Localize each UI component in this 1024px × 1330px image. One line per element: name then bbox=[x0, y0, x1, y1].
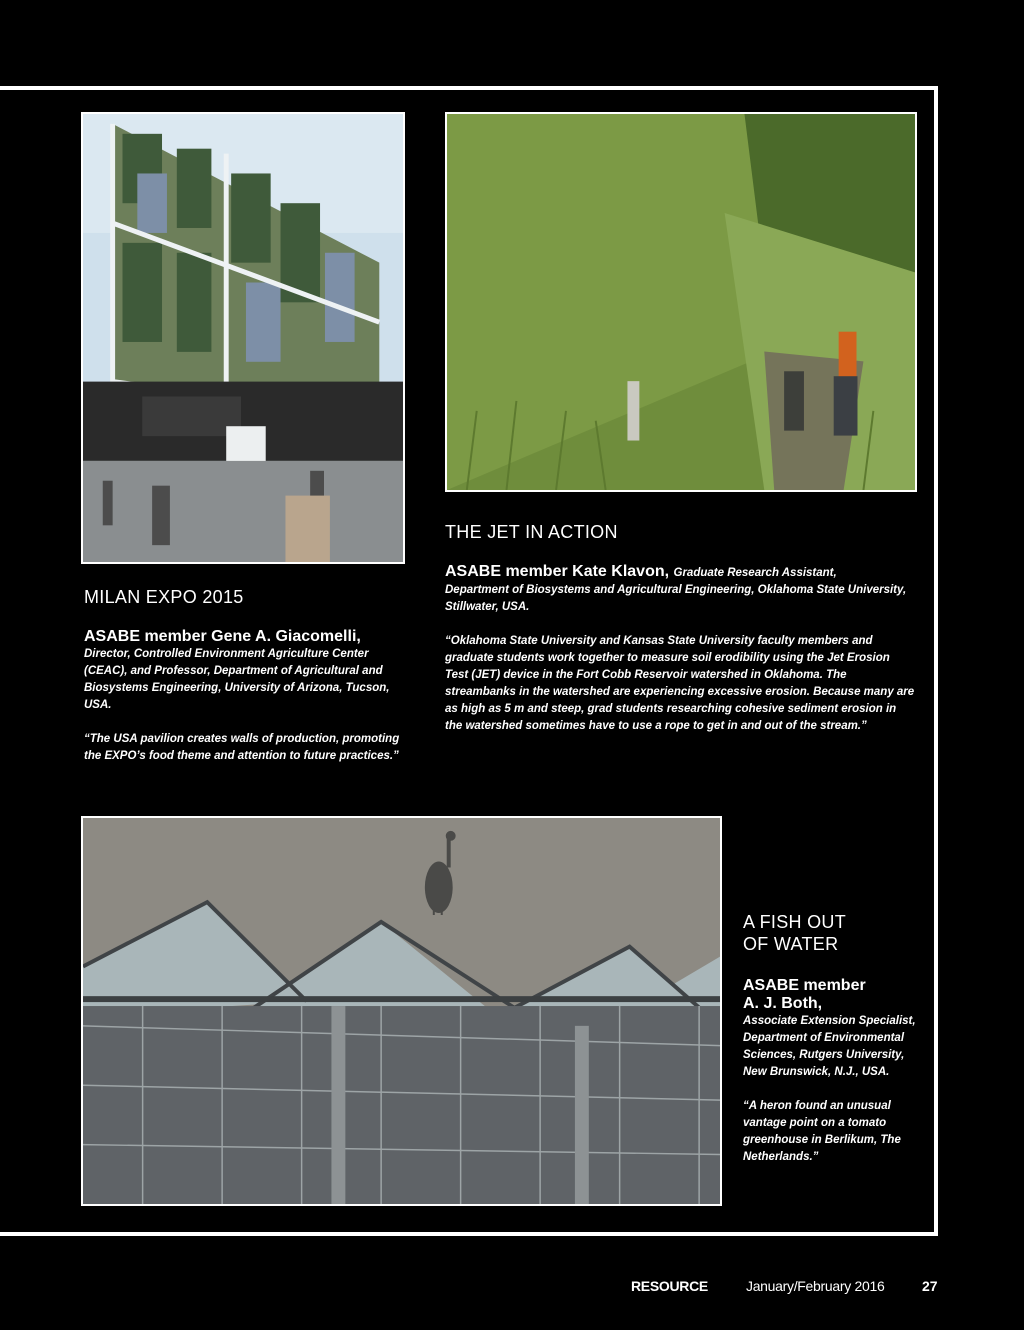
member-role: Associate Extension Specialist, Department of Environmental Sciences, Rutgers University, New Brunswick, N.J., USA. bbox=[743, 1015, 916, 1078]
caption-title: THE JET IN ACTION bbox=[445, 522, 618, 542]
member-name-line bbox=[445, 563, 915, 582]
heron-greenhouse-photo bbox=[81, 816, 722, 1206]
member-role: Director, Controlled Environment Agriculture Center (CEAC), and Professor, Department of Agricultural and Biosystems Engineering, University of Arizona, Tucson, USA. bbox=[84, 648, 390, 711]
caption-fish-out-of-water bbox=[743, 911, 923, 1166]
member-name: ASABE member Kate Klavon, bbox=[445, 563, 670, 580]
jet-erosion-test-photo bbox=[445, 112, 917, 492]
magazine-name: RESOURCE bbox=[631, 1278, 708, 1294]
caption-quote: “The USA pavilion creates walls of production, promoting the EXPO’s food theme and attention to future practices.” bbox=[84, 733, 400, 762]
member-name-line2: A. J. Both, bbox=[743, 995, 823, 1012]
milan-expo-photo bbox=[81, 112, 405, 564]
caption-milan-expo bbox=[84, 586, 404, 765]
caption-title-line2: OF WATER bbox=[743, 934, 839, 954]
page-number: 27 bbox=[922, 1278, 938, 1294]
caption-title-line1: A FISH OUT bbox=[743, 912, 847, 932]
caption-jet-in-action bbox=[445, 521, 915, 735]
member-role-inline: Graduate Research Assistant, bbox=[673, 567, 837, 579]
issue-date: January/February 2016 bbox=[746, 1278, 885, 1294]
member-role: Department of Biosystems and Agricultural Engineering, Oklahoma State University, Stillwater, USA. bbox=[445, 584, 907, 613]
caption-quote: “Oklahoma State University and Kansas State University faculty members and graduate students work together to measure soil erodibility using the Jet Erosion Test (JET) device in the Fort Cobb Reservoir watershed in Oklahoma. The streambanks in the watershed are experiencing excessive erosion. Because many are as high as 5 m and steep, grad students researching cohesive sediment erosion in the watershed sometimes have to use a rope to get in and out of the stream.” bbox=[445, 635, 915, 732]
caption-title: MILAN EXPO 2015 bbox=[84, 587, 244, 607]
member-name-line1: ASABE member bbox=[743, 977, 866, 994]
member-name: ASABE member Gene A. Giacomelli, bbox=[84, 628, 361, 645]
caption-quote: “A heron found an unusual vantage point on a tomato greenhouse in Berlikum, The Netherlands.” bbox=[743, 1100, 901, 1163]
